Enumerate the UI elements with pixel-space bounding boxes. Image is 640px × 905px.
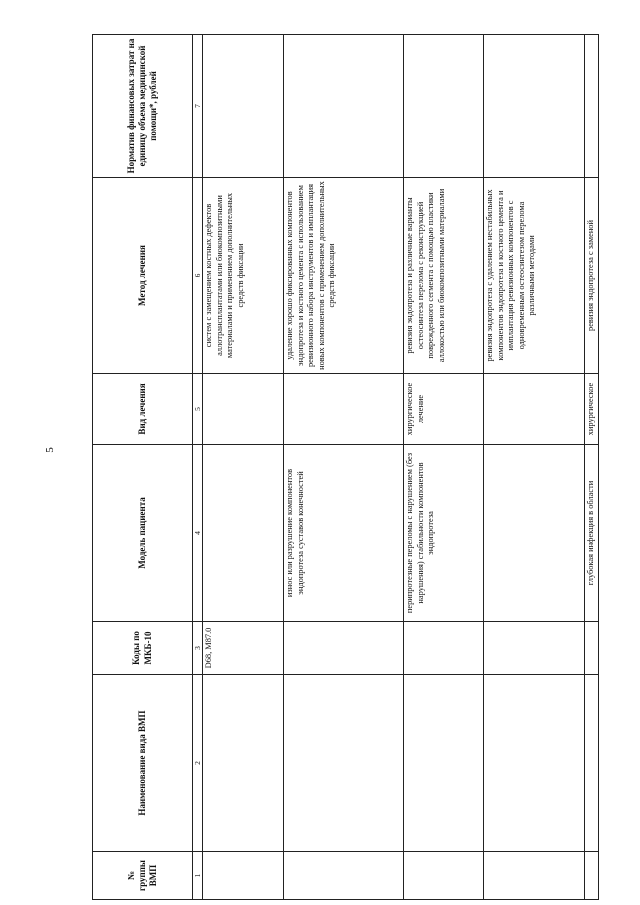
cell-treatment: хирургическое	[585, 374, 599, 445]
column-number: 1	[193, 852, 203, 900]
cell-method: ревизия эндопротеза с удалением нестабильных компонентов эндопротеза и костного цемента и имплантация ревизионных компонентов с одновременным остеосинтезом перелома различными методами	[484, 178, 585, 374]
cell-method: ревизия эндопротеза и различные варианты остеосинтеза перелома с реконструкцией поврежденного сегмента с помощью пластики аллокостью или биокомпозитными материалами	[404, 178, 484, 374]
cell-name	[404, 675, 484, 852]
header-row	[93, 35, 193, 900]
cell-codes	[404, 622, 484, 675]
cell-norm	[585, 35, 599, 178]
column-number: 4	[193, 445, 203, 622]
cell-treatment	[284, 374, 404, 445]
cell-model	[484, 445, 585, 622]
rotated-table-container	[92, 35, 621, 900]
column-number: 6	[193, 178, 203, 374]
cell-treatment	[484, 374, 585, 445]
cell-codes	[585, 622, 599, 675]
page-number: 5	[44, 447, 56, 453]
column-number: 3	[193, 622, 203, 675]
cell-name	[484, 675, 585, 852]
column-number: 2	[193, 675, 203, 852]
header-group-number: № группы ВМП	[93, 852, 193, 900]
cell-group	[203, 852, 284, 900]
cell-group	[404, 852, 484, 900]
column-number: 7	[193, 35, 203, 178]
cell-method: ревизия эндопротеза с заменой	[585, 178, 599, 374]
cell-model	[203, 445, 284, 622]
cell-model: перипротезные переломы с нарушением (без нарушения) стабильности компонентов эндопротеза	[404, 445, 484, 622]
cell-codes: D68, M87.0	[203, 622, 284, 675]
header-vmp-name: Наименование вида ВМП	[93, 675, 193, 852]
cell-norm	[404, 35, 484, 178]
column-number: 5	[193, 374, 203, 445]
cell-method: удаление хорошо фиксированных компонентов эндопротеза и костного цемента с использованием ревизионного набора инструментов и имплантация новых компонентов с применением дополнительных средств фиксации	[284, 178, 404, 374]
cell-model: износ или разрушение компонентов эндопротеза суставов конечностей	[284, 445, 404, 622]
table-row	[284, 35, 404, 900]
cell-group	[284, 852, 404, 900]
cell-codes	[484, 622, 585, 675]
table-row	[404, 35, 484, 900]
table-row	[484, 35, 585, 900]
column-number-row	[193, 35, 203, 900]
table-frame	[92, 35, 621, 900]
header-patient-model: Модель пациента	[93, 445, 193, 622]
cell-norm	[284, 35, 404, 178]
vmp-table	[92, 34, 599, 900]
cell-group	[585, 852, 599, 900]
table-row	[203, 35, 284, 900]
cell-norm	[484, 35, 585, 178]
cell-model: глубокая инфекция в области	[585, 445, 599, 622]
cell-name	[585, 675, 599, 852]
cell-treatment	[203, 374, 284, 445]
cell-norm	[203, 35, 284, 178]
header-financial-norm: Норматив финансовых затрат на единицу объема медицинской помощи*, рублей	[93, 35, 193, 178]
header-icd-codes: Коды по МКБ-10	[93, 622, 193, 675]
cell-codes	[284, 622, 404, 675]
cell-treatment: хирургическое лечение	[404, 374, 484, 445]
cell-name	[203, 675, 284, 852]
header-treatment-method: Метод лечения	[93, 178, 193, 374]
header-treatment-type: Вид лечения	[93, 374, 193, 445]
cell-method: систем с замещением костных дефектов аллотрансплантатами или биокомпозитными материалами и применением дополнительных средств фиксации	[203, 178, 284, 374]
table-row	[585, 35, 599, 900]
cell-name	[284, 675, 404, 852]
cell-group	[484, 852, 585, 900]
